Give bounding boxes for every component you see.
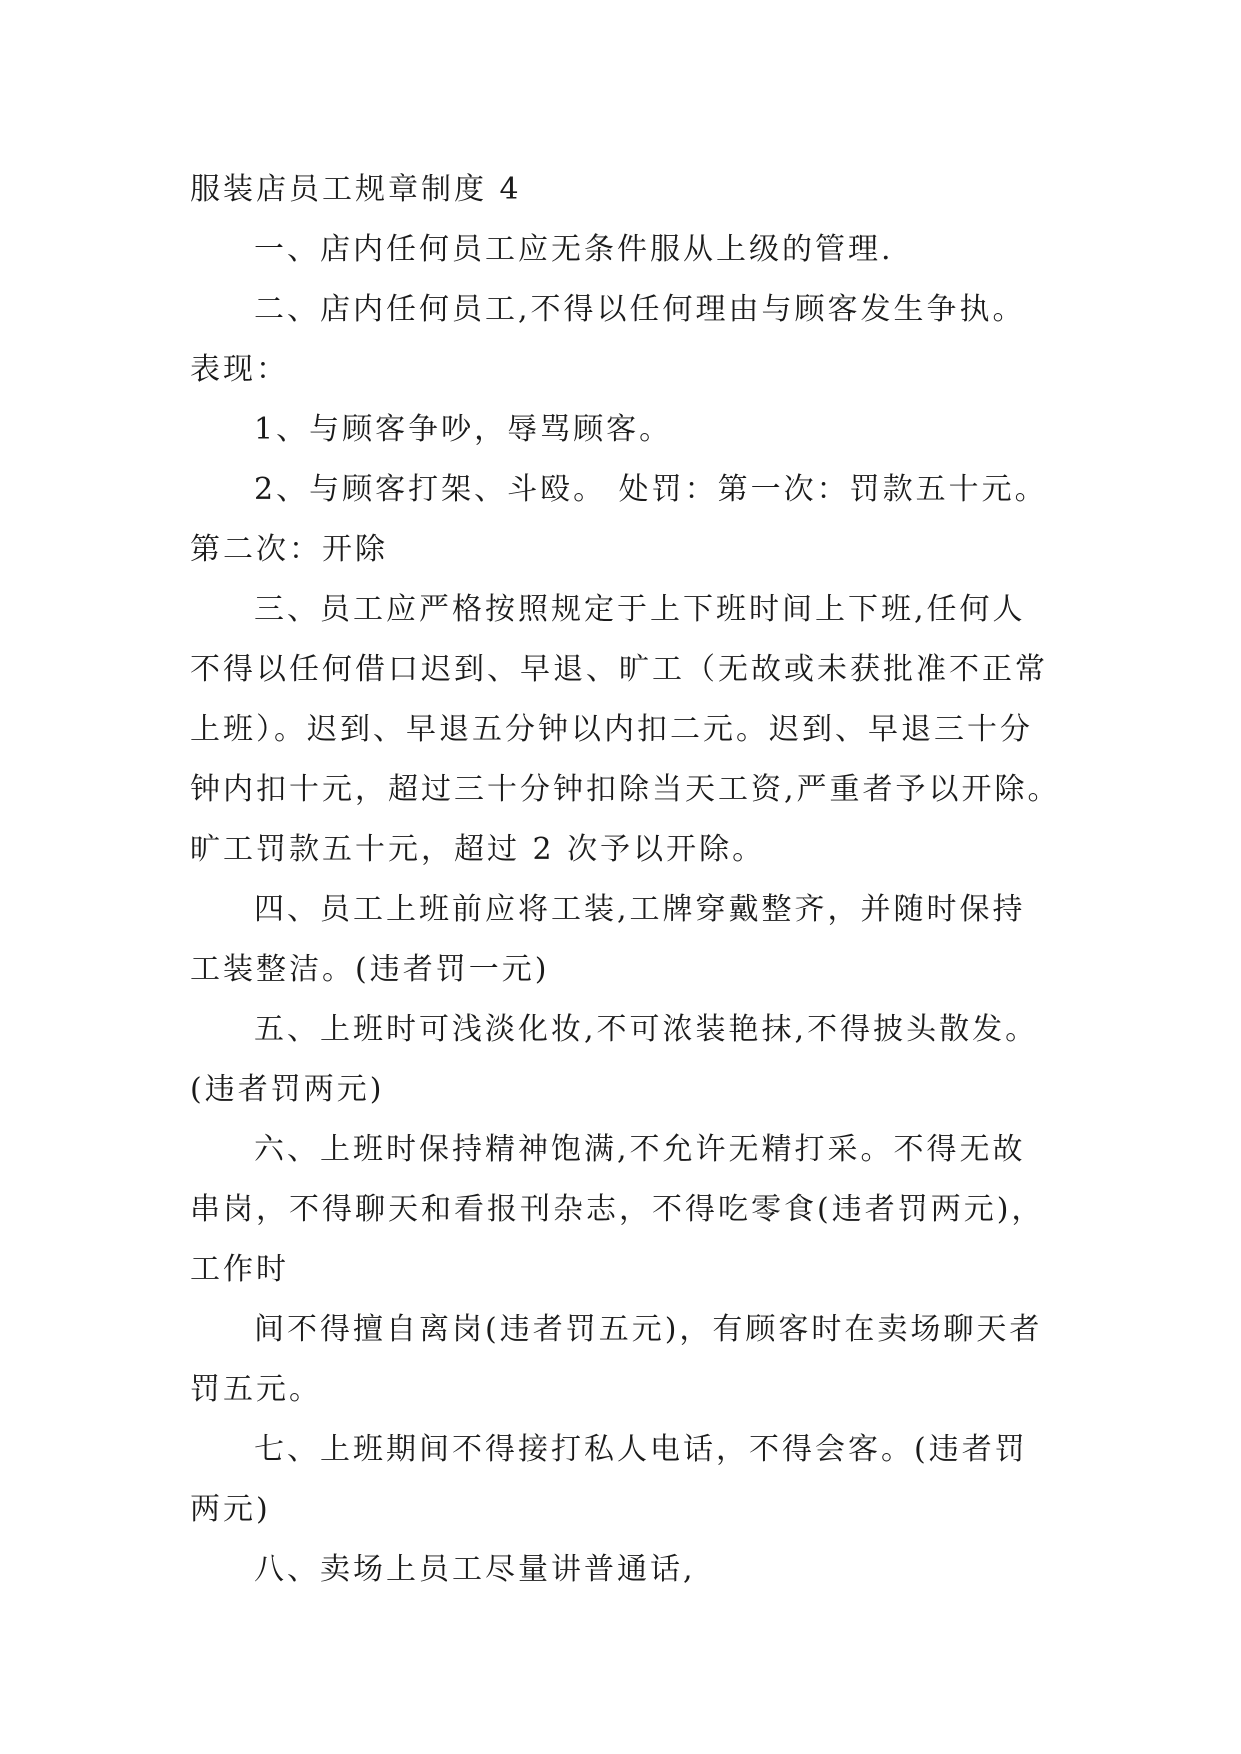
rule-5: 五、上班时可浅淡化妆,不可浓装艳抹,不得披头散发。 <box>254 1012 1039 1047</box>
rule-8: 八、卖场上员工尽量讲普通话, <box>254 1552 696 1587</box>
rule-2-penalty: 第二次：开除 <box>190 532 388 567</box>
rule-6-cont: 工作时 <box>190 1252 289 1287</box>
rule-6: 六、上班时保持精神饱满,不允许无精打采。不得无故 <box>254 1132 1026 1167</box>
rule-2-item-2: 2、与顾客打架、斗殴。 处罚：第一次：罚款五十元。 <box>254 472 1048 507</box>
document-body <box>190 160 1061 1600</box>
rule-3-cont: 上班）。迟到、早退五分钟以内扣二元。迟到、早退三十分 <box>190 712 1033 747</box>
rule-2-item-1: 1、与顾客争吵，辱骂顾客。 <box>254 412 673 447</box>
rule-2: 二、店内任何员工,不得以任何理由与顾客发生争执。 <box>254 292 1026 327</box>
rule-6-cont: 罚五元。 <box>190 1372 322 1407</box>
rule-6-cont: 间不得擅自离岗(违者罚五元)，有顾客时在卖场聊天者 <box>254 1312 1043 1347</box>
rule-3-cont: 旷工罚款五十元，超过 2 次予以开除。 <box>190 832 766 867</box>
rule-3-cont: 不得以任何借口迟到、早退、旷工（无故或未获批准不正常 <box>190 652 1048 687</box>
rule-2-label: 表现： <box>190 352 289 387</box>
rule-7-cont: 两元) <box>190 1492 271 1527</box>
rule-3: 三、员工应严格按照规定于上下班时间上下班,任何人 <box>254 592 1026 627</box>
rule-3-cont: 钟内扣十元，超过三十分钟扣除当天工资,严重者予以开除。 <box>190 772 1061 807</box>
rule-1: 一、店内任何员工应无条件服从上级的管理. <box>254 232 894 267</box>
rule-7: 七、上班期间不得接打私人电话，不得会客。(违者罚 <box>254 1432 1028 1467</box>
document-title: 服装店员工规章制度 4 <box>190 172 522 207</box>
rule-4-cont: 工装整洁。(违者罚一元) <box>190 952 550 987</box>
rule-4: 四、员工上班前应将工装,工牌穿戴整齐，并随时保持 <box>254 892 1026 927</box>
rule-6-cont: 串岗，不得聊天和看报刊杂志，不得吃零食(违者罚两元)， <box>190 1192 1045 1227</box>
rule-5-cont: (违者罚两元) <box>190 1072 385 1107</box>
